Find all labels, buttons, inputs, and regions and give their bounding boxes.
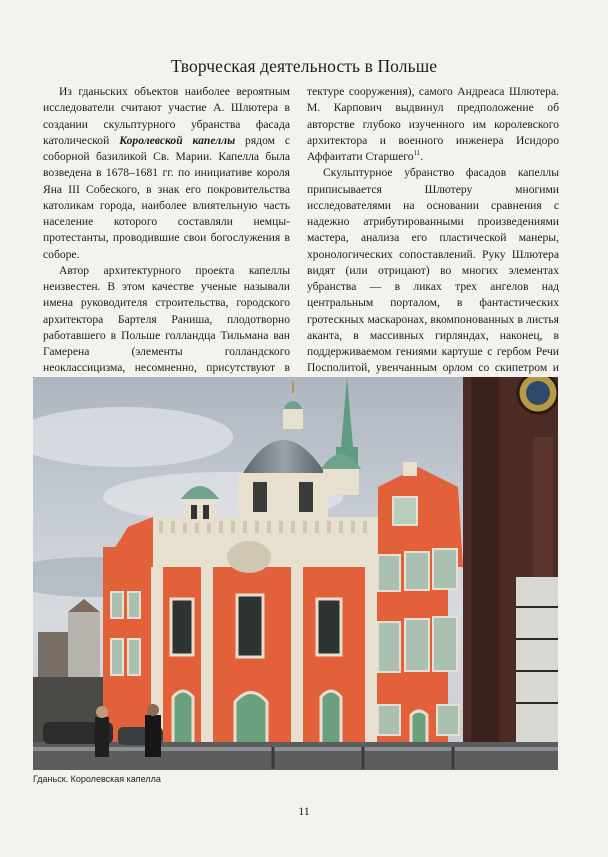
footnote-ref: 11 [413, 149, 421, 158]
text-run: Из гданьских объектов наиболее вероятным исследователи считают участие А. Шлютера в создании скульптурного убранства фасада католической [43, 85, 290, 147]
text-run: рядом с соборной базиликой Св. Марии. Капелла была возведена в 1678–1681 гг. по инициативе короля Яна III Собеского, в знак его покровительства католикам города, наиболее влиятельную часть население которого составляли немцы-протестанты, проводившие свои богослужения в соборе. [43, 133, 290, 261]
paragraph: Скульптурное убранство фасадов капеллы приписывается Шлютеру многими исследователями на основании сравнения с надежно атрибутированными произведениями мастера, анализа его пластической манеры, хронологических сопоставлений. Руку Шлютера видят (или отрицают) во многих элементах убранства — в ликах трех ангелов над центральным порталом, в фантастических гротескных маскаронах, вкомпонованных в листья аканта, в массивных гирляндах, наконец, в поддерживаемом гениями картуше с гербом Речи Посполитой, увенчанным орлом со скипетром и [307, 166, 559, 375]
page-number: 11 [298, 804, 310, 818]
paragraph: Автор архитектурного проекта капеллы неизвестен. В этом качестве ученые называли имена руководителя строительства, городского архитектора Бартеля Ранишa, плодотворно работавшего в Польше голландца Тильмана ван Гамерена (элементы голландского неоклассицизма, несомненно, присутствуют в [43, 263, 290, 375]
text-column-right [307, 84, 559, 393]
section-heading: Творческая деятельность в Польше [170, 56, 438, 76]
photo-caption: Гданьск. Королевская капелла [33, 774, 161, 784]
text-run: тектуре сооружения), самого Андреаса Шлютера. М. Карпович выдвинул предположение об авторстве глубоко изученного им королевского архитектора и военного инженера Исидоро Аффаитати Старшего [307, 85, 559, 163]
chapel-photo [33, 377, 558, 770]
paragraph [307, 84, 559, 165]
chapel-illustration [33, 377, 558, 770]
text-run: . [420, 150, 424, 163]
text-column-left [43, 84, 290, 393]
paragraph [43, 84, 290, 263]
emphasis: Королевской капеллы [119, 133, 236, 147]
